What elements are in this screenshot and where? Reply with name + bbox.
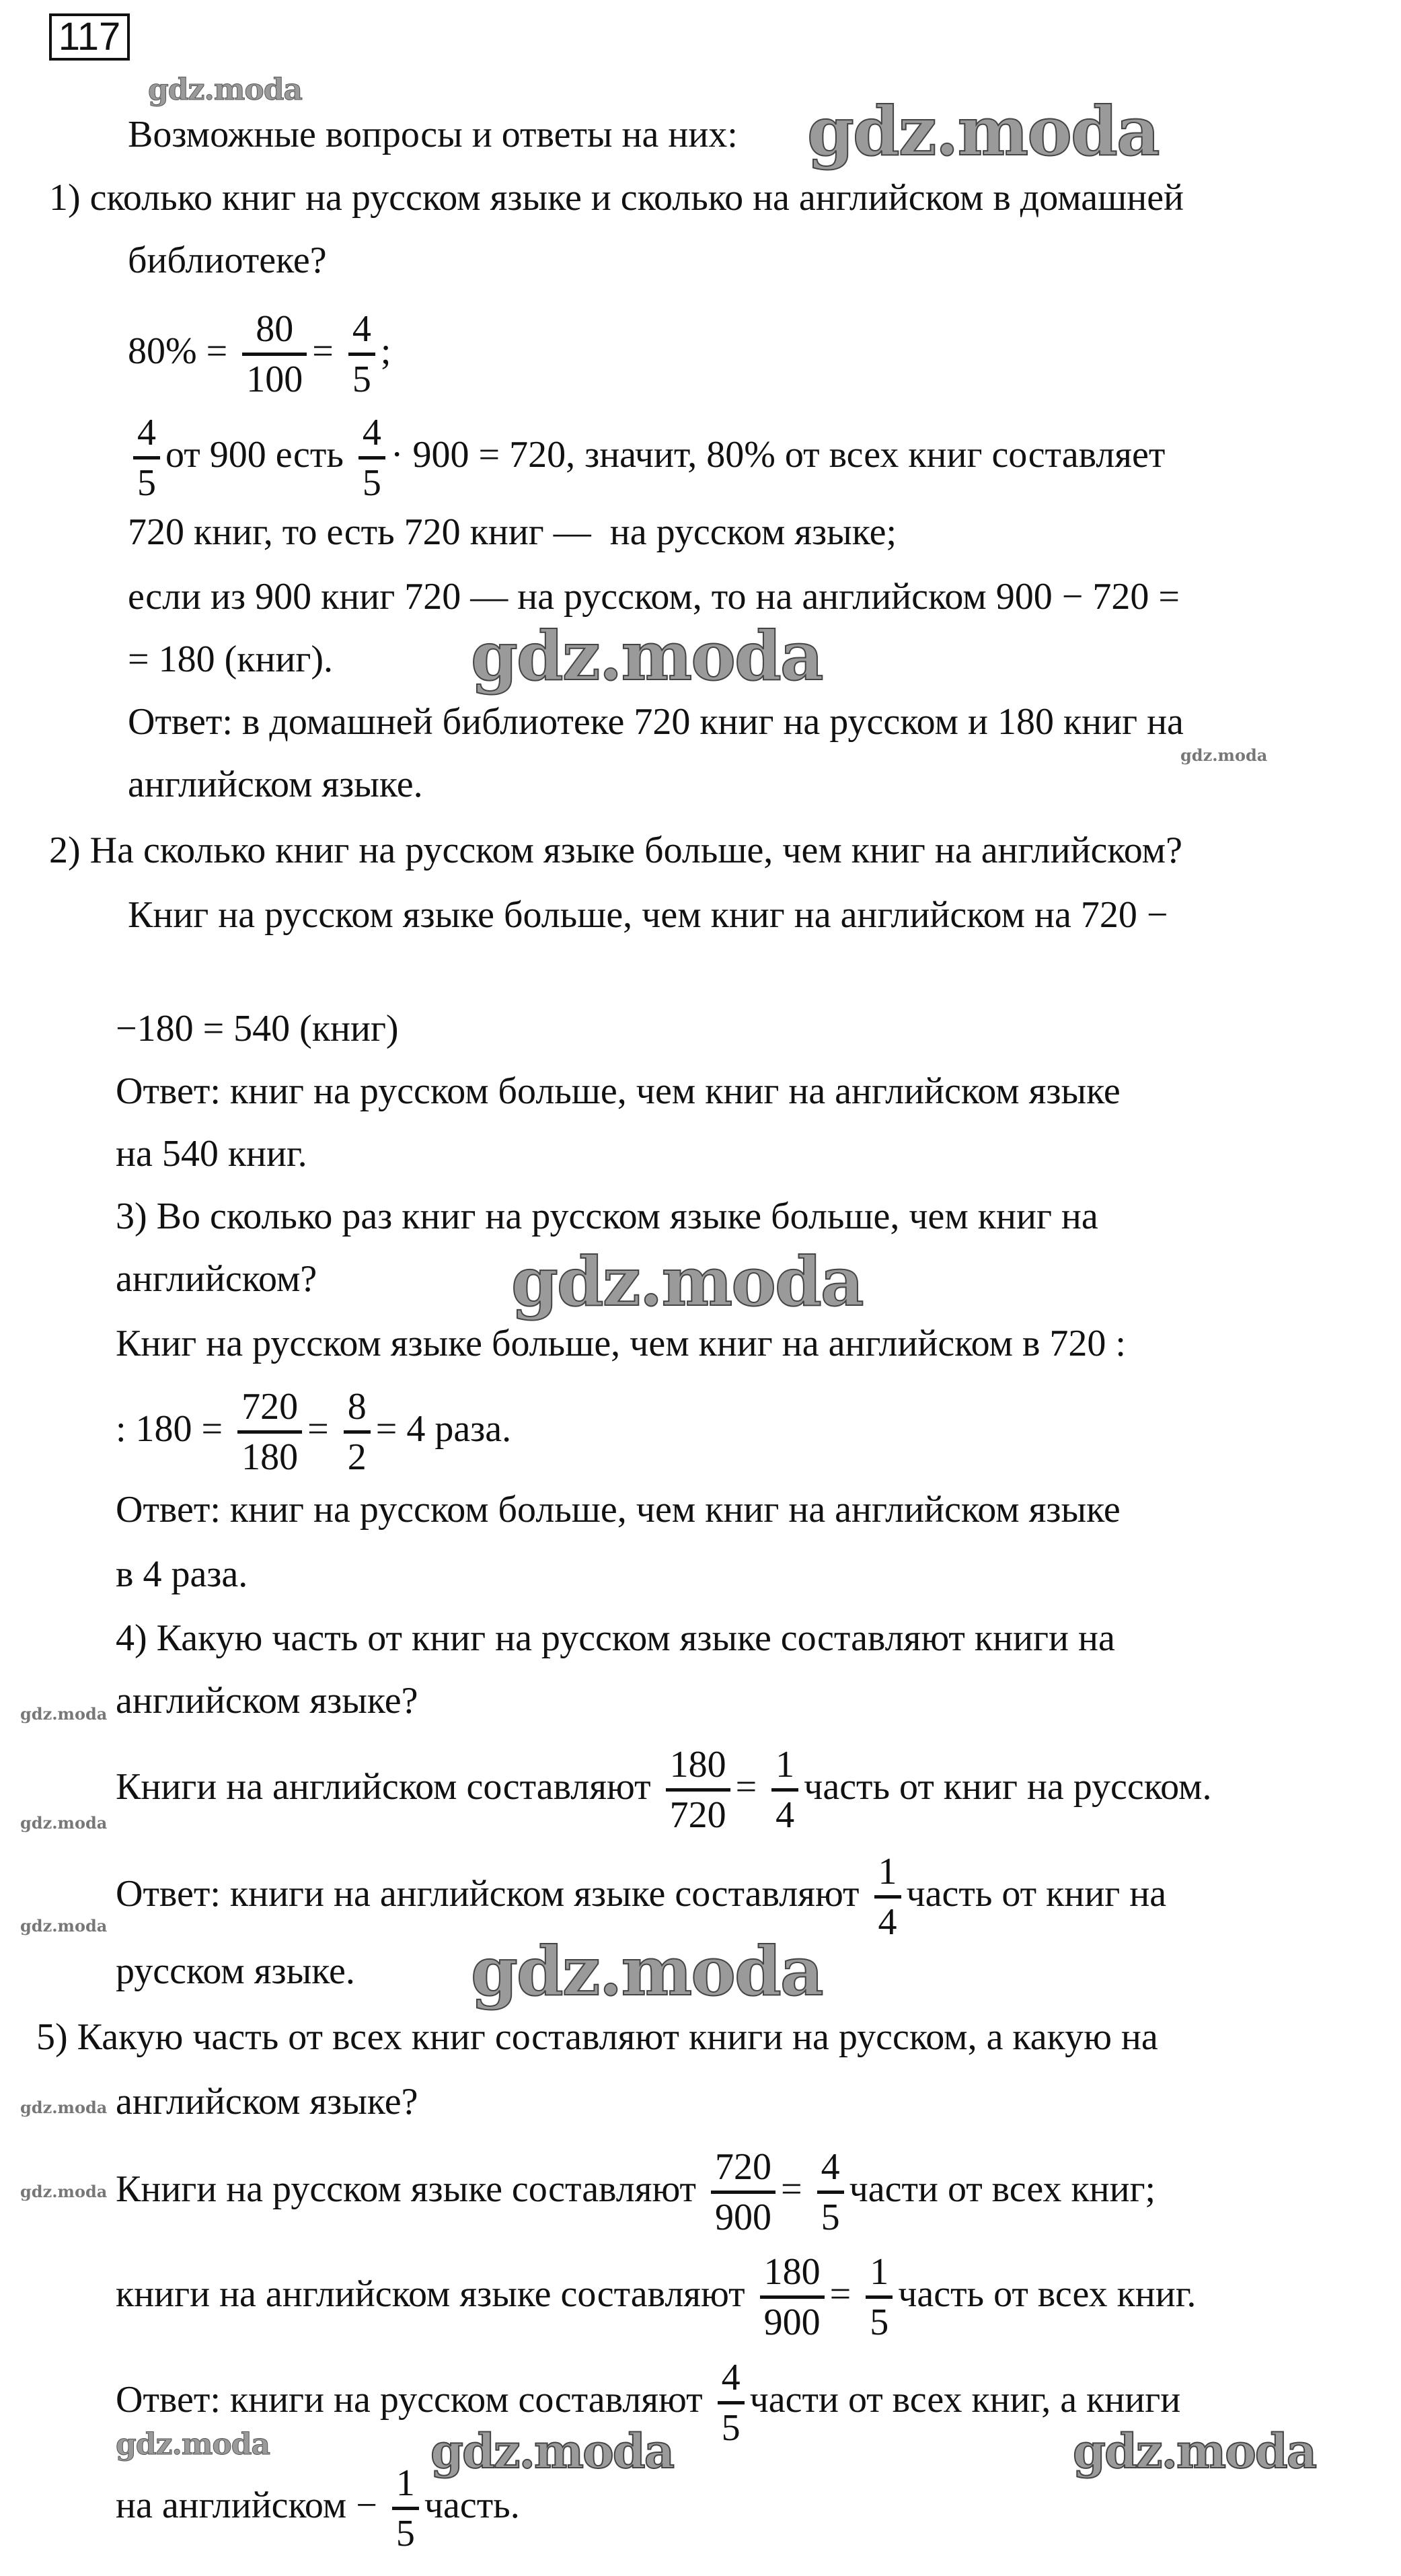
fraction — [711, 2143, 775, 2241]
text-segment: часть от всех книг. — [898, 2273, 1197, 2315]
watermark-logo: gdz.moda — [511, 1242, 863, 1321]
text-segment: : 180 = — [116, 1408, 233, 1450]
denominator: 900 — [715, 2196, 772, 2238]
denominator: 720 — [669, 1794, 726, 1836]
text-segment: 1) сколько книг на русском языке и сколько на английском в домашней — [49, 177, 1184, 219]
text-segment: = — [307, 1408, 338, 1450]
text-segment: часть от книг на русском. — [804, 1766, 1212, 1808]
text-segment: = — [781, 2168, 812, 2210]
text-segment: части от всех книг; — [849, 2168, 1156, 2210]
numerator: 180 — [763, 2250, 821, 2293]
denominator: 180 — [241, 1436, 299, 1478]
numerator: 4 — [137, 411, 156, 453]
denominator: 5 — [395, 2512, 415, 2554]
numerator: 4 — [352, 307, 371, 350]
denominator: 5 — [721, 2406, 741, 2449]
text-segment: если из 900 книг 720 — на русском, то на английском 900 − 720 = — [128, 576, 1180, 618]
watermark-logo: gdz.moda — [116, 2427, 270, 2462]
numerator: 720 — [715, 2145, 772, 2188]
fraction — [817, 2143, 844, 2241]
numerator: 720 — [241, 1385, 299, 1428]
text-segment: · 900 = 720, значит, 80% от всех книг составляет — [390, 434, 1166, 476]
fraction — [771, 1741, 798, 1839]
text-segment: части от всех книг, а книги — [749, 2379, 1181, 2421]
watermark-logo: gdz.moda — [471, 1931, 823, 2011]
denominator: 900 — [763, 2301, 821, 2343]
denominator: 4 — [878, 1901, 897, 1943]
text-segment: 3) Во сколько раз книг на русском языке больше, чем книг на — [116, 1195, 1098, 1237]
numerator: 8 — [347, 1385, 367, 1428]
fraction — [344, 1383, 371, 1481]
text-segment: ; — [380, 330, 391, 372]
text-segment: английском языке? — [116, 1680, 418, 1722]
fraction — [358, 409, 385, 507]
fraction — [237, 1383, 302, 1481]
text-segment: = — [829, 2273, 861, 2315]
denominator: 4 — [775, 1794, 795, 1836]
fraction — [874, 1848, 901, 1946]
text-segment: Ответ: книг на русском больше, чем книг на английском языке — [116, 1070, 1121, 1112]
text-segment: Книг на русском языке больше, чем книг на английском в 720 : — [116, 1323, 1126, 1364]
text-segment: = 180 (книг). — [128, 638, 333, 680]
numerator: 80 — [256, 307, 294, 350]
text-segment: Книги на английском составляют — [116, 1766, 660, 1808]
text-segment: Книги на русском языке составляют — [116, 2168, 706, 2210]
text-segment: Ответ: книг на русском больше, чем книг на английском языке — [116, 1489, 1121, 1531]
watermark-logo: gdz.moda — [20, 2182, 108, 2201]
watermark-logo: gdz.moda — [1073, 2423, 1316, 2479]
denominator: 5 — [821, 2196, 840, 2238]
text-segment: −180 = 540 (книг) — [116, 1008, 399, 1050]
fraction — [392, 2460, 419, 2557]
fraction — [760, 2248, 825, 2346]
text-segment: английском языке. — [128, 764, 423, 805]
numerator: 1 — [870, 2250, 889, 2293]
text-segment: Ответ: в домашней библиотеке 720 книг на русском и 180 книг на — [128, 701, 1184, 743]
text-segment: = — [312, 330, 343, 372]
text-segment: 5) Какую часть от всех книг составляют книги на русском, а какую на — [36, 2016, 1158, 2058]
fraction — [133, 409, 160, 507]
text-segment: = — [735, 1766, 767, 1808]
text-segment: = 4 раза. — [375, 1408, 512, 1450]
text-segment: 4) Какую часть от книг на русском языке составляют книги на — [116, 1617, 1115, 1659]
numerator: 4 — [821, 2145, 840, 2188]
fraction — [666, 1741, 730, 1839]
text-segment: 720 книг, то есть 720 книг — на русском языке; — [128, 511, 897, 553]
numerator: 4 — [721, 2356, 741, 2398]
text-segment: книги на английском языке составляют — [116, 2273, 755, 2315]
fraction — [866, 2248, 893, 2346]
numerator: 4 — [362, 411, 381, 453]
text-segment: английском? — [116, 1258, 317, 1300]
task-number: 117 — [49, 13, 130, 61]
text-segment: 80% = — [128, 330, 237, 372]
text-segment: Возможные вопросы и ответы на них: — [128, 114, 738, 155]
text-segment: библиотеке? — [128, 240, 327, 281]
text-segment: Ответ: книги на русском составляют — [116, 2379, 712, 2421]
text-segment: Книг на русском языке больше, чем книг на английском на 720 − — [128, 894, 1168, 936]
text-segment: 2) На сколько книг на русском языке больше, чем книг на английском? — [49, 830, 1182, 871]
watermark-logo: gdz.moda — [20, 1916, 108, 1936]
fraction — [242, 305, 307, 403]
denominator: 5 — [352, 358, 371, 400]
text-segment: от 900 есть — [165, 434, 353, 476]
text-segment: в 4 раза. — [116, 1553, 248, 1595]
text-segment: на 540 книг. — [116, 1133, 307, 1175]
denominator: 2 — [347, 1436, 367, 1478]
numerator: 1 — [395, 2462, 415, 2504]
text-segment: Ответ: книги на английском языке составляют — [116, 1873, 869, 1915]
watermark-logo: gdz.moda — [430, 2423, 674, 2479]
watermark-logo: gdz.moda — [1180, 745, 1268, 765]
text-segment: часть от книг на — [906, 1873, 1167, 1915]
text-segment: на английском − — [116, 2485, 387, 2526]
watermark-logo: gdz.moda — [148, 73, 303, 107]
denominator: 5 — [137, 462, 156, 504]
watermark-logo: gdz.moda — [807, 91, 1159, 171]
watermark-logo: gdz.moda — [20, 2098, 108, 2117]
numerator: 1 — [878, 1850, 897, 1892]
watermark-logo: gdz.moda — [20, 1813, 108, 1833]
text-segment: русском языке. — [116, 1950, 355, 1992]
denominator: 100 — [246, 358, 303, 400]
denominator: 5 — [362, 462, 381, 504]
watermark-logo: gdz.moda — [20, 1704, 108, 1724]
numerator: 180 — [669, 1743, 726, 1786]
text-segment: часть. — [424, 2485, 520, 2526]
watermark-logo: gdz.moda — [471, 616, 823, 696]
text-segment: английском языке? — [116, 2081, 418, 2123]
fraction — [348, 305, 375, 403]
numerator: 1 — [775, 1743, 795, 1786]
denominator: 5 — [870, 2301, 889, 2343]
fraction — [718, 2354, 745, 2452]
